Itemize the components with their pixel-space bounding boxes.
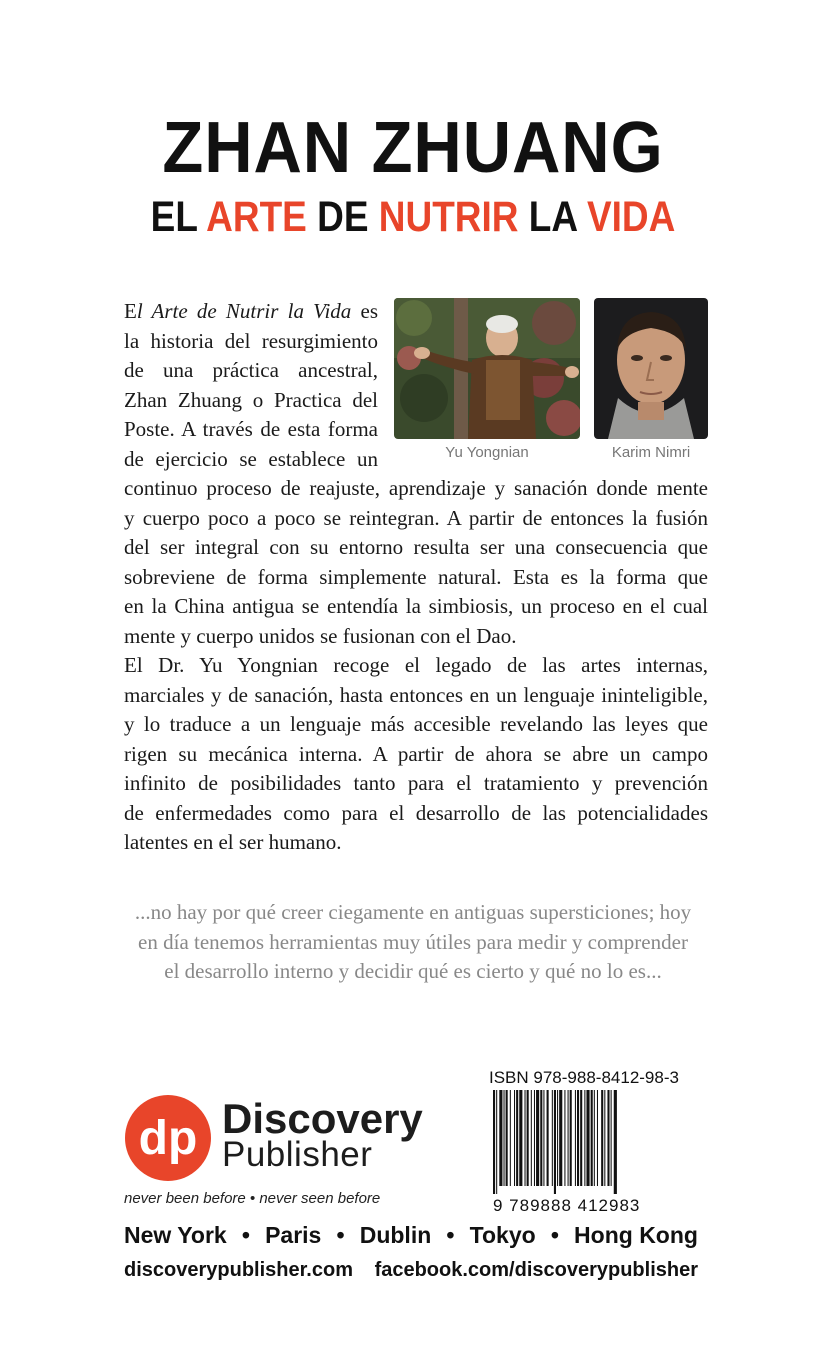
barcode-bar <box>496 1090 497 1194</box>
barcode-bar <box>580 1090 582 1186</box>
paragraph-1-intro <box>124 297 378 474</box>
paragraph-2 <box>124 651 708 858</box>
barcode-bar <box>570 1090 572 1186</box>
barcode-bar <box>525 1090 526 1186</box>
text-line: marciales y de sanación, hasta entonces en un lenguaje ininteligible, <box>124 682 708 707</box>
text-line: infinito de posibilidades tanto para el tratamiento y prevención <box>124 771 708 795</box>
photo-caption: Karim Nimri <box>611 444 691 461</box>
bullet-separator: • <box>241 1222 250 1248</box>
barcode-bar <box>506 1090 508 1186</box>
city-new-york: New York <box>124 1222 227 1248</box>
dropcap: E <box>124 299 137 323</box>
text-line: de una práctica ancestral, <box>124 358 378 382</box>
book-subtitle <box>58 193 768 241</box>
barcode-bar <box>540 1090 542 1186</box>
publisher-logo-icon <box>124 1094 212 1187</box>
barcode-bar <box>543 1090 544 1186</box>
barcode-digits: 9 789888 412983 <box>493 1196 641 1215</box>
barcode-bar <box>601 1090 603 1186</box>
barcode-bar <box>614 1090 617 1194</box>
barcode-bar <box>534 1090 535 1186</box>
text-line: El Dr. Yu Yongnian recoge el legado de las artes internas, <box>124 653 708 677</box>
barcode-bar <box>586 1090 589 1186</box>
barcode-bar <box>604 1090 605 1186</box>
publisher-cities <box>124 1222 698 1249</box>
quote-line: en día tenemos herramientas muy útiles para medir y comprender <box>138 929 688 954</box>
subtitle-part: DE <box>306 193 379 241</box>
publisher-name-line2: Publisher <box>222 1135 373 1174</box>
subtitle-part: LA <box>518 193 587 241</box>
text-line: mente y cuerpo unidos se fusionan con el Dao. <box>124 623 517 648</box>
text-line: de ejercicio se establece un <box>124 446 378 471</box>
text-line: continuo proceso de reajuste, aprendizaje y sanación donde mente <box>124 476 708 500</box>
publisher-links <box>124 1259 698 1282</box>
barcode-bar <box>594 1090 595 1186</box>
subtitle-part-red: ARTE <box>206 193 307 241</box>
barcode-bar <box>554 1090 556 1194</box>
barcode-bar <box>516 1090 518 1186</box>
text-line: rigen su mecánica interna. A partir de ahora se abre un campo <box>124 741 708 766</box>
barcode-bar <box>514 1090 515 1186</box>
barcode-bar <box>499 1090 502 1186</box>
text-fragment: es <box>351 299 379 323</box>
text-line: y cuerpo poco a poco se reintegran. A partir de entonces la fusión <box>124 505 708 530</box>
subtitle-part: EL <box>150 193 207 241</box>
barcode-bar <box>591 1090 593 1186</box>
barcode-bar <box>559 1090 562 1186</box>
barcode-bar <box>577 1090 579 1186</box>
barcode-bar <box>536 1090 539 1186</box>
barcode-bar <box>584 1090 585 1186</box>
barcode-bar <box>504 1090 505 1186</box>
bullet-separator: • <box>446 1222 455 1248</box>
website-link: discoverypublisher.com <box>124 1259 353 1281</box>
text-line <box>124 297 378 327</box>
publisher-tagline: never been before • never seen before <box>124 1190 381 1207</box>
text-line: la historia del resurgimiento <box>124 328 378 353</box>
city-dublin: Dublin <box>359 1222 432 1248</box>
book-title-italic: l Arte de Nutrir la Vida <box>136 299 352 323</box>
text-line: Zhan Zhuang o Practica del <box>124 387 378 412</box>
barcode-bar <box>568 1090 569 1186</box>
quote-line: ...no hay por qué creer ciegamente en antiguas supersticiones; hoy <box>134 900 692 924</box>
photo-caption: Yu Yongnian <box>445 444 529 461</box>
barcode-bar <box>564 1090 565 1186</box>
barcode-bar <box>607 1090 609 1186</box>
publisher-name-line1: Discovery <box>222 1095 423 1142</box>
text-line: Poste. A través de esta forma <box>124 417 378 441</box>
barcode-bar <box>557 1090 558 1186</box>
barcode <box>489 1090 661 1199</box>
city-hong-kong: Hong Kong <box>574 1222 698 1248</box>
city-tokyo: Tokyo <box>469 1222 536 1248</box>
subtitle-part-red: NUTRIR <box>378 193 519 241</box>
isbn-label: ISBN 978-988-8412-98-3 <box>489 1068 679 1087</box>
text-line: latentes en el ser humano. <box>124 830 342 854</box>
barcode-bar <box>531 1090 532 1186</box>
barcode-bar <box>493 1090 495 1194</box>
barcode-bar <box>611 1090 612 1186</box>
barcode-bar <box>510 1090 511 1186</box>
barcode-bar <box>519 1090 522 1186</box>
logo-letters: dp <box>138 1112 198 1165</box>
subtitle-part-red: VIDA <box>586 193 676 241</box>
facebook-link: facebook.com/discoverypublisher <box>374 1259 698 1281</box>
text-line: sobreviene de forma simplemente natural. Esta es la forma que <box>124 564 708 589</box>
photo-yu-yongnian <box>394 298 580 439</box>
barcode-bar <box>597 1090 598 1186</box>
paragraph-1-body <box>124 474 708 651</box>
text-line: del ser integral con su entorno resulta ser una consecuencia que <box>124 535 708 559</box>
barcode-bar <box>547 1090 549 1186</box>
barcode-bar <box>575 1090 576 1186</box>
text-line: en la China antigua se entendía la simbiosis, un proceso en el cual <box>124 594 708 618</box>
barcode-bar <box>527 1090 529 1186</box>
quote-line: el desarrollo interno y decidir qué es cierto y qué no lo es... <box>164 959 662 983</box>
text-line: de enfermedades como para el desarrollo de las potencialidades <box>124 800 708 825</box>
photo-karim-nimri <box>594 298 708 439</box>
bullet-separator: • <box>550 1222 559 1248</box>
bullet-separator: • <box>336 1222 345 1248</box>
barcode-bar <box>552 1090 553 1186</box>
book-title: ZHAN ZHUANG <box>162 108 664 188</box>
pull-quote <box>100 898 726 987</box>
text-line: y lo traduce a un lenguaje más accesible revelando las leyes que <box>124 712 708 736</box>
city-paris: Paris <box>265 1222 322 1248</box>
